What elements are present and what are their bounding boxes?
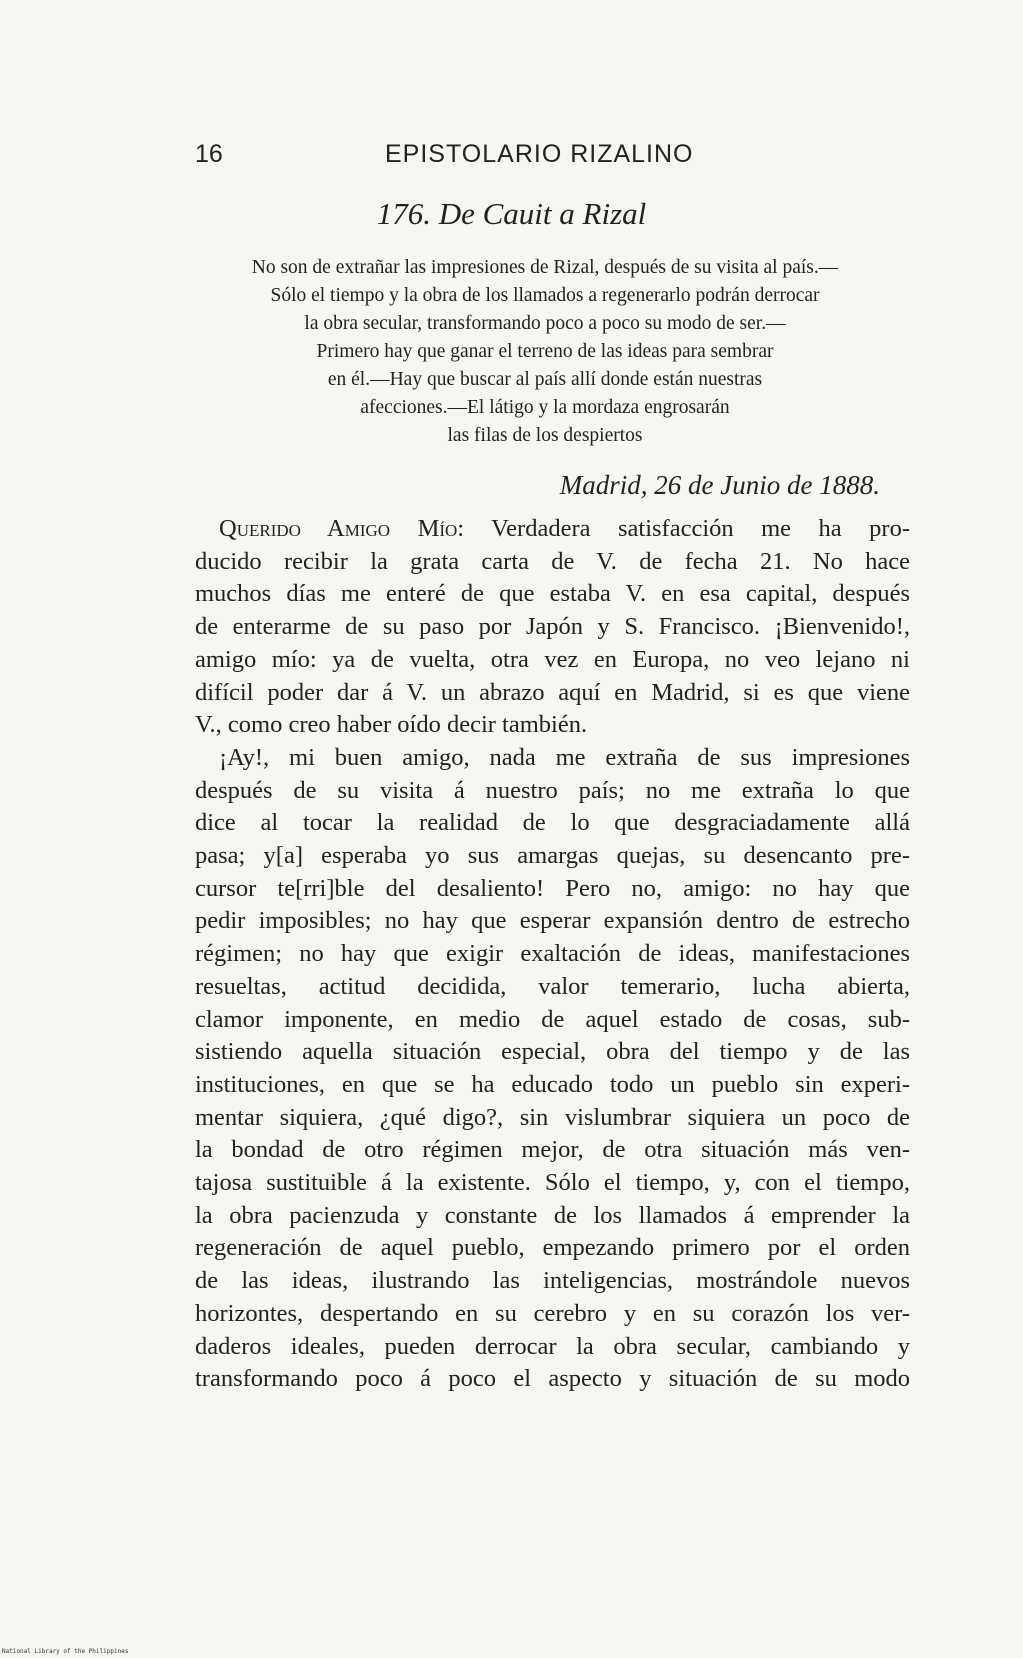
body-line: régimen; no hay que exigir exaltación de ideas, manifestaciones (195, 940, 910, 968)
body-line-text: Verdadera satisfacción me ha pro- (464, 515, 911, 542)
summary-line: la obra secular, transformando poco a poco su modo de ser.— (304, 313, 786, 334)
summary-line: las filas de los despiertos (447, 425, 643, 446)
paragraph-1 (195, 513, 910, 742)
summary-line: Primero hay que ganar el terreno de las ideas para sembrar (316, 341, 774, 362)
body-line: regeneración de aquel pueblo, empezando primero por el orden (195, 1234, 910, 1262)
body-line: V., como creo haber oído decir también. (195, 711, 588, 739)
body-line: muchos días me enteré de que estaba V. en esa capital, después (195, 580, 910, 608)
body-line: cursor te[rri]ble del desaliento! Pero no, amigo: no hay que (195, 874, 910, 902)
letter-body (195, 513, 910, 1396)
body-line: pedir imposibles; no hay que esperar expansión dentro de estrecho (195, 907, 910, 935)
body-line: difícil poder dar á V. un abrazo aquí en Madrid, si es que viene (195, 678, 910, 706)
summary-line: No son de extrañar las impresiones de Rizal, después de su visita al país.— (251, 257, 839, 278)
summary-line: Sólo el tiempo y la obra de los llamados a regenerarlo podrán derrocar (270, 285, 820, 306)
summary-line: en él.—Hay que buscar al país allí donde están nuestras (327, 369, 763, 390)
body-line: la bondad de otro régimen mejor, de otra situación más ven- (195, 1136, 910, 1164)
body-line: la obra pacienzuda y constante de los llamados á emprender la (195, 1201, 910, 1229)
body-line: dice al tocar la realidad de lo que desgraciadamente allá (195, 809, 910, 837)
summary-line: afecciones.—El látigo y la mordaza engrosarán (360, 397, 730, 418)
body-line: de las ideas, ilustrando las inteligencias, mostrándole nuevos (195, 1267, 910, 1295)
body-line: horizontes, despertando en su cerebro y en su corazón los ver- (195, 1299, 910, 1327)
running-head (195, 140, 913, 180)
dateline: Madrid, 26 de Junio de 1888. (559, 470, 880, 500)
body-line: resueltas, actitud decidida, valor temerario, lucha abierta, (195, 972, 910, 1000)
body-line: después de su visita á nuestro país; no me extraña lo que (195, 776, 910, 804)
library-credit: National Library of the Philippines (2, 1648, 129, 1655)
body-line: transformando poco á poco el aspecto y situación de su modo (195, 1365, 910, 1393)
body-line: tajosa sustituible á la existente. Sólo el tiempo, y, con el tiempo, (195, 1169, 910, 1197)
body-line: pasa; y[a] esperaba yo sus amargas quejas, su desencanto pre- (195, 842, 910, 870)
body-line: sistiendo aquella situación especial, obra del tiempo y de las (195, 1038, 910, 1066)
body-line: de enterarme de su paso por Japón y S. Francisco. ¡Bienvenido!, (195, 613, 910, 641)
body-line (195, 513, 910, 546)
paragraph-2 (195, 742, 910, 1396)
book-title: EPISTOLARIO RIZALINO (385, 140, 694, 168)
body-line: clamor imponente, en medio de aquel estado de cosas, sub- (195, 1005, 910, 1033)
body-line: daderos ideales, pueden derrocar la obra secular, cambiando y (195, 1332, 910, 1360)
body-line: mentar siquiera, ¿qué digo?, sin vislumbrar siquiera un poco de (195, 1103, 910, 1131)
letter-title: 176. De Cauit a Rizal (376, 196, 647, 231)
salutation: Querido Amigo Mío: (219, 515, 465, 542)
body-line: ducido recibir la grata carta de V. de fecha 21. No hace (195, 547, 910, 575)
body-line: ¡Ay!, mi buen amigo, nada me extraña de sus impresiones (219, 743, 910, 771)
body-line: instituciones, en que se ha educado todo un pueblo sin experi- (195, 1070, 910, 1098)
letter-summary (195, 254, 895, 450)
page-number: 16 (195, 140, 223, 168)
body-line: amigo mío: ya de vuelta, otra vez en Europa, no veo lejano ni (195, 645, 910, 673)
